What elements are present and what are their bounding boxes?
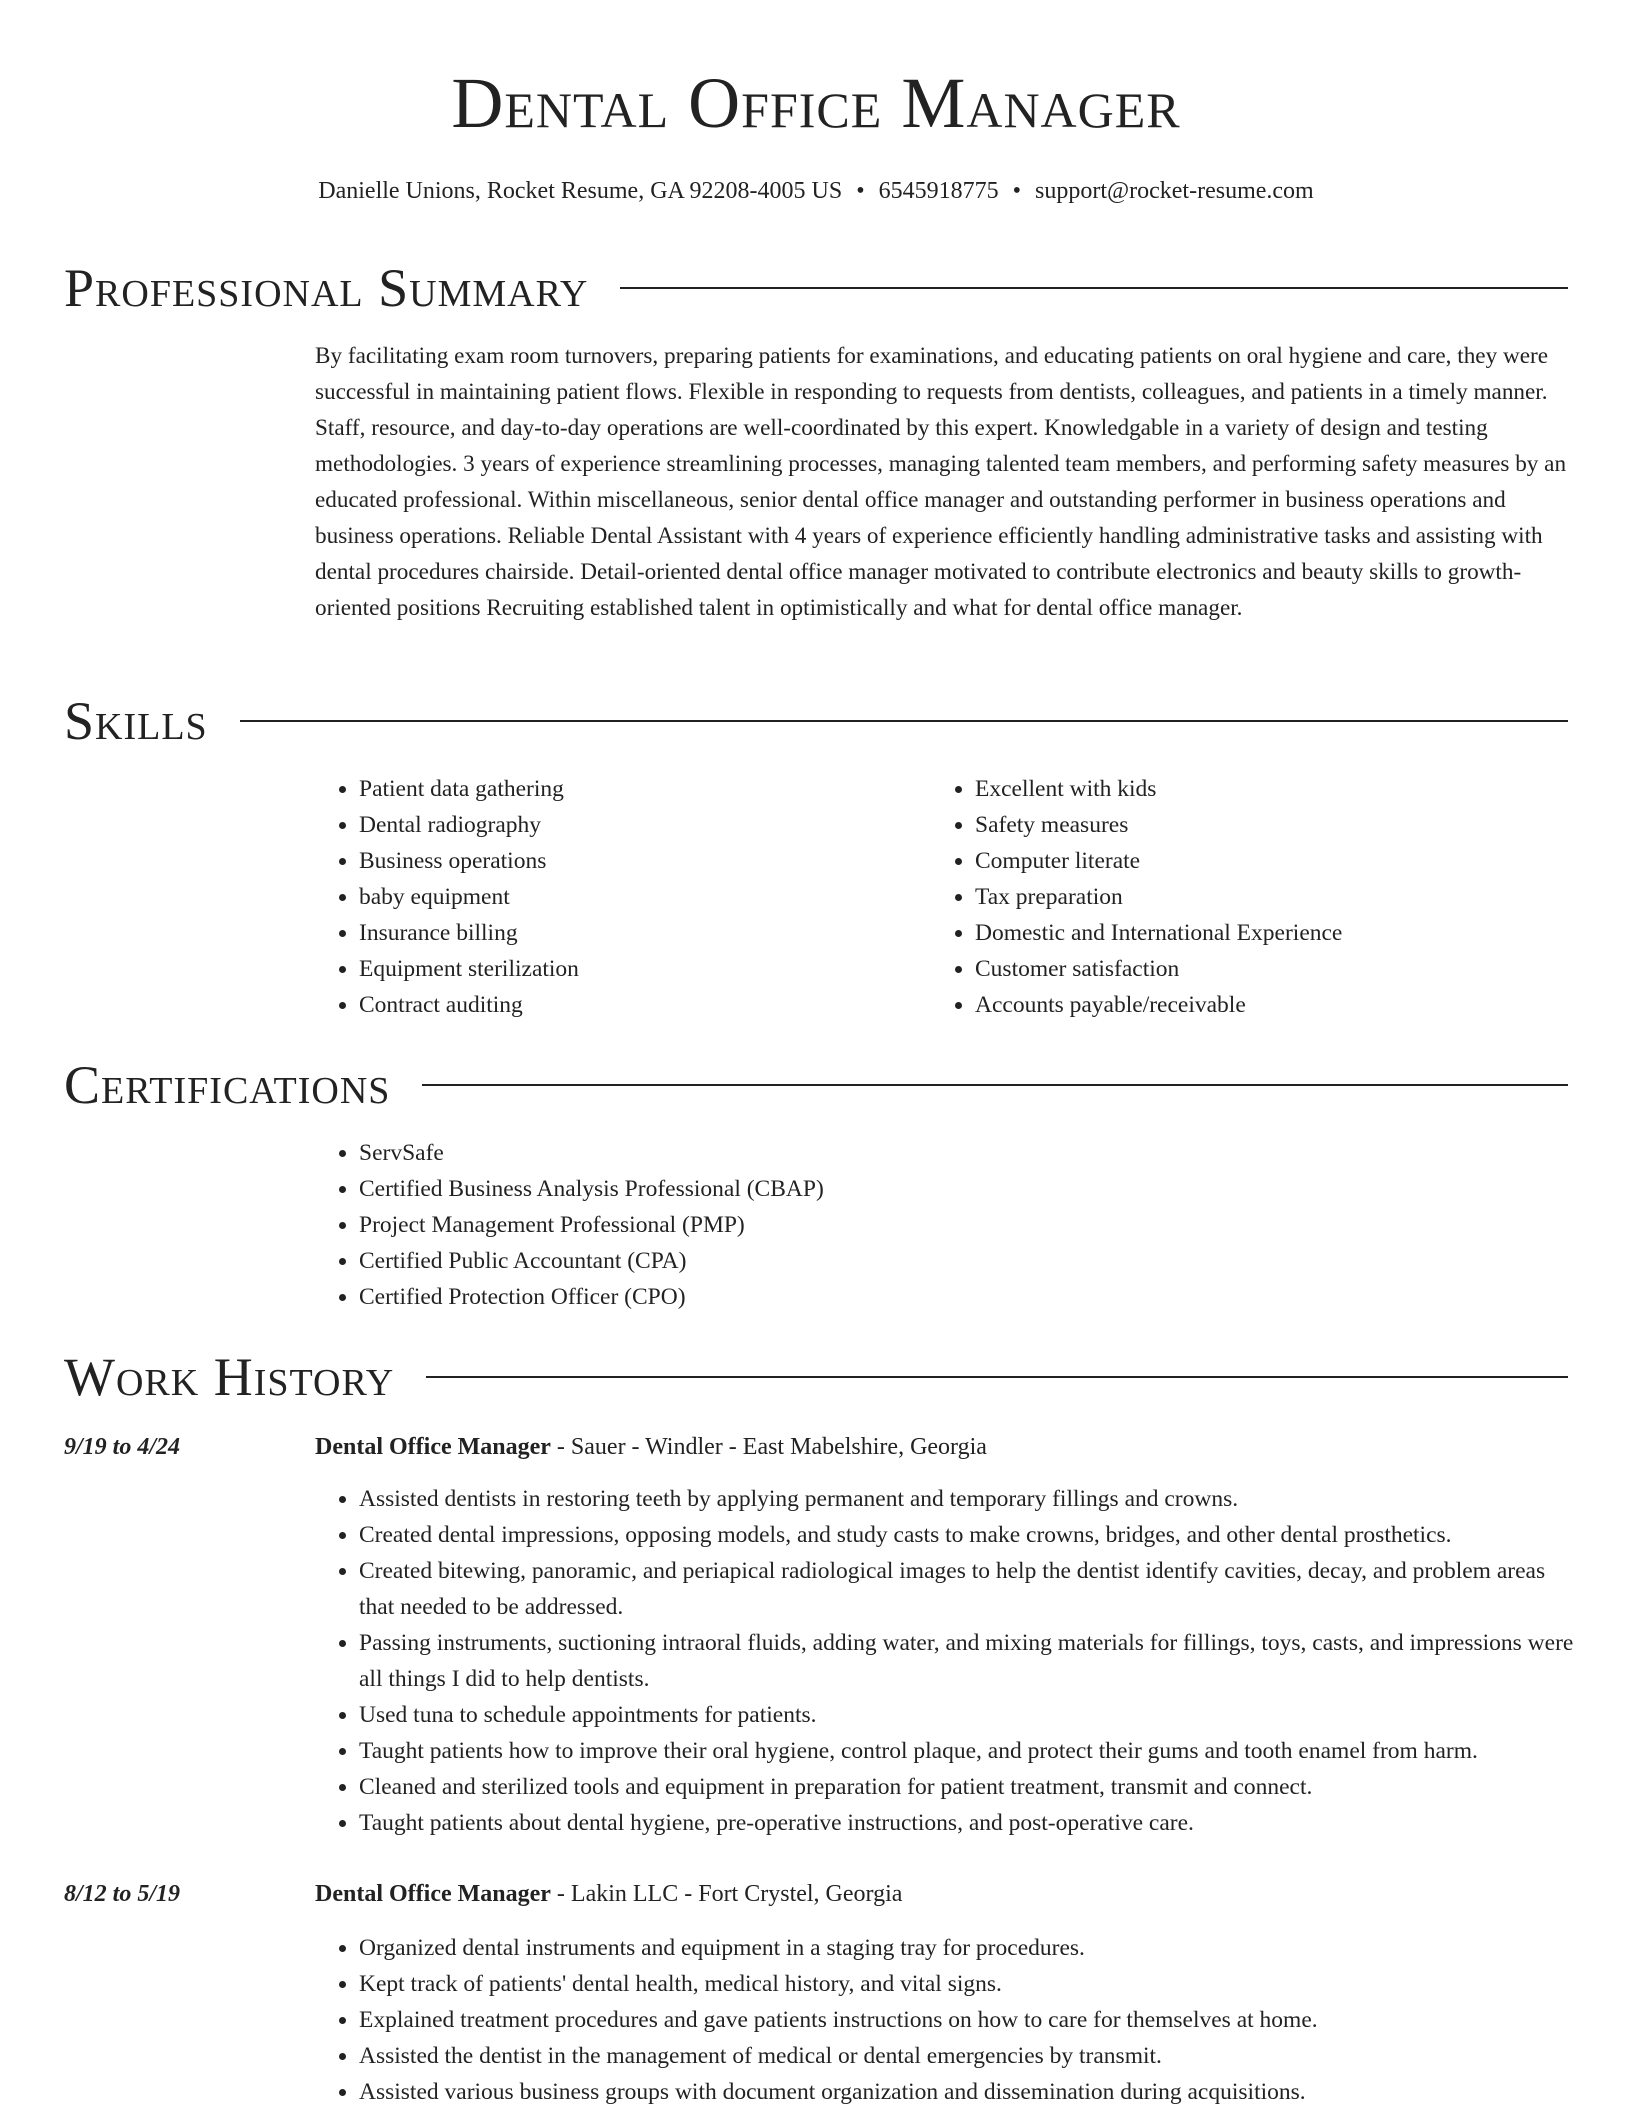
- summary-section-header: [64, 253, 1568, 323]
- job-title: Dental Office Manager: [315, 1881, 551, 1907]
- section-divider: [422, 1084, 1568, 1086]
- job-bullet: • Assisted dentists in restoring teeth by applying permanent and temporary fillings and crowns.: [359, 1481, 1575, 1517]
- work-history-section-header: [64, 1342, 1568, 1412]
- certifications-heading: Certifications: [64, 1055, 391, 1115]
- section-divider: [620, 287, 1568, 289]
- section-divider: [240, 720, 1568, 722]
- contact-line: [0, 176, 1632, 206]
- certification-item: • ServSafe: [359, 1135, 824, 1171]
- job-bullet: • Assisted the dentist in the management of medical or dental emergencies by transmit.: [359, 2038, 1575, 2074]
- certifications-list: [315, 1135, 824, 1315]
- skill-item: • Business operations: [359, 843, 915, 879]
- job-bullet: • Created bitewing, panoramic, and periapical radiological images to help the dentist identify cavities, decay, and problem areas that needed to be addressed.: [359, 1553, 1575, 1625]
- job-responsibilities: [315, 1930, 1575, 2110]
- skill-item: • Dental radiography: [359, 807, 915, 843]
- skills-right-column: [931, 771, 1571, 1023]
- contact-separator: •: [1012, 178, 1022, 204]
- job-bullet: • Organized dental instruments and equipment in a staging tray for procedures.: [359, 1930, 1575, 1966]
- job-bullet: • Used tuna to schedule appointments for patients.: [359, 1697, 1575, 1733]
- skill-item: • Patient data gathering: [359, 771, 915, 807]
- certification-item: • Certified Protection Officer (CPO): [359, 1279, 824, 1315]
- job-bullet: • Taught patients about dental hygiene, pre-operative instructions, and post-operative care.: [359, 1805, 1575, 1841]
- skills-heading: Skills: [64, 691, 208, 751]
- job-bullet: • Cleaned and sterilized tools and equipment in preparation for patient treatment, transmit and connect.: [359, 1769, 1575, 1805]
- section-divider: [426, 1376, 1568, 1378]
- job-dates: 9/19 to 4/24: [64, 1434, 181, 1460]
- certification-item: • Project Management Professional (PMP): [359, 1207, 824, 1243]
- job-header: [315, 1876, 902, 1912]
- job-dates: 8/12 to 5/19: [64, 1881, 181, 1907]
- job-bullet: • Assisted various business groups with document organization and dissemination during acquisitions.: [359, 2074, 1575, 2110]
- contact-separator: •: [856, 178, 865, 204]
- certification-item: • Certified Public Accountant (CPA): [359, 1243, 824, 1279]
- certification-item: • Certified Business Analysis Professional (CBAP): [359, 1171, 824, 1207]
- skill-item: • Excellent with kids: [975, 771, 1571, 807]
- job-header: [315, 1429, 987, 1465]
- job-responsibilities: [315, 1481, 1575, 1841]
- skill-item: • Safety measures: [975, 807, 1571, 843]
- job-title: Dental Office Manager: [315, 1434, 551, 1460]
- skills-left-column: [315, 771, 915, 1023]
- contact-phone: 6545918775: [878, 178, 999, 204]
- summary-heading: Professional Summary: [64, 258, 589, 318]
- skill-item: • Accounts payable/receivable: [975, 987, 1571, 1023]
- job-employer-location: - Sauer - Windler - East Mabelshire, Georgia: [550, 1434, 987, 1460]
- skill-item: • Insurance billing: [359, 915, 915, 951]
- job-bullet: • Taught patients how to improve their oral hygiene, control plaque, and protect their gums and tooth enamel from harm.: [359, 1733, 1575, 1769]
- skill-item: • Equipment sterilization: [359, 951, 915, 987]
- skill-item: • Computer literate: [975, 843, 1571, 879]
- skill-item: • Customer satisfaction: [975, 951, 1571, 987]
- job-employer-location: - Lakin LLC - Fort Crystel, Georgia: [550, 1881, 903, 1907]
- certifications-section-header: [64, 1050, 1568, 1120]
- skill-item: • Domestic and International Experience: [975, 915, 1571, 951]
- work-history-heading: Work History: [64, 1347, 395, 1407]
- job-bullet: • Kept track of patients' dental health, medical history, and vital signs.: [359, 1966, 1575, 2002]
- job-bullet: • Passing instruments, suctioning intraoral fluids, adding water, and mixing materials for fillings, toys, casts, and impressions were all things I did to help dentists.: [359, 1625, 1575, 1697]
- resume-title: Dental Office Manager: [451, 63, 1181, 143]
- skill-item: • baby equipment: [359, 879, 915, 915]
- job-bullet: • Explained treatment procedures and gave patients instructions on how to care for themselves at home.: [359, 2002, 1575, 2038]
- contact-address: Danielle Unions, Rocket Resume, GA 92208-4005 US: [318, 178, 843, 204]
- skill-item: • Contract auditing: [359, 987, 915, 1023]
- summary-text: By facilitating exam room turnovers, preparing patients for examinations, and educating patients on oral hygiene and care, they were successful in maintaining patient flows. Flexible in responding to requests from dentists, colleagues, and patients in a timely manner. Staff, resource, and day-to-day operations are well-coordinated by this expert. Knowledgable in a variety of design and testing methodologies. 3 years of experience streamlining processes, managing talented team members, and performing safety measures by an educated professional. Within miscellaneous, senior dental office manager and outstanding performer in business operations and business operations. Reliable Dental Assistant with 4 years of experience efficiently handling administrative tasks and assisting with dental procedures chairside. Detail-oriented dental office manager motivated to contribute electronics and beauty skills to growth-oriented positions Recruiting established talent in optimistically and what for dental office manager.: [315, 343, 1567, 621]
- skills-section-header: [64, 686, 1568, 756]
- contact-email: support@rocket-resume.com: [1035, 178, 1314, 204]
- skill-item: • Tax preparation: [975, 879, 1571, 915]
- job-bullet: • Created dental impressions, opposing models, and study casts to make crowns, bridges, and other dental prosthetics.: [359, 1517, 1575, 1553]
